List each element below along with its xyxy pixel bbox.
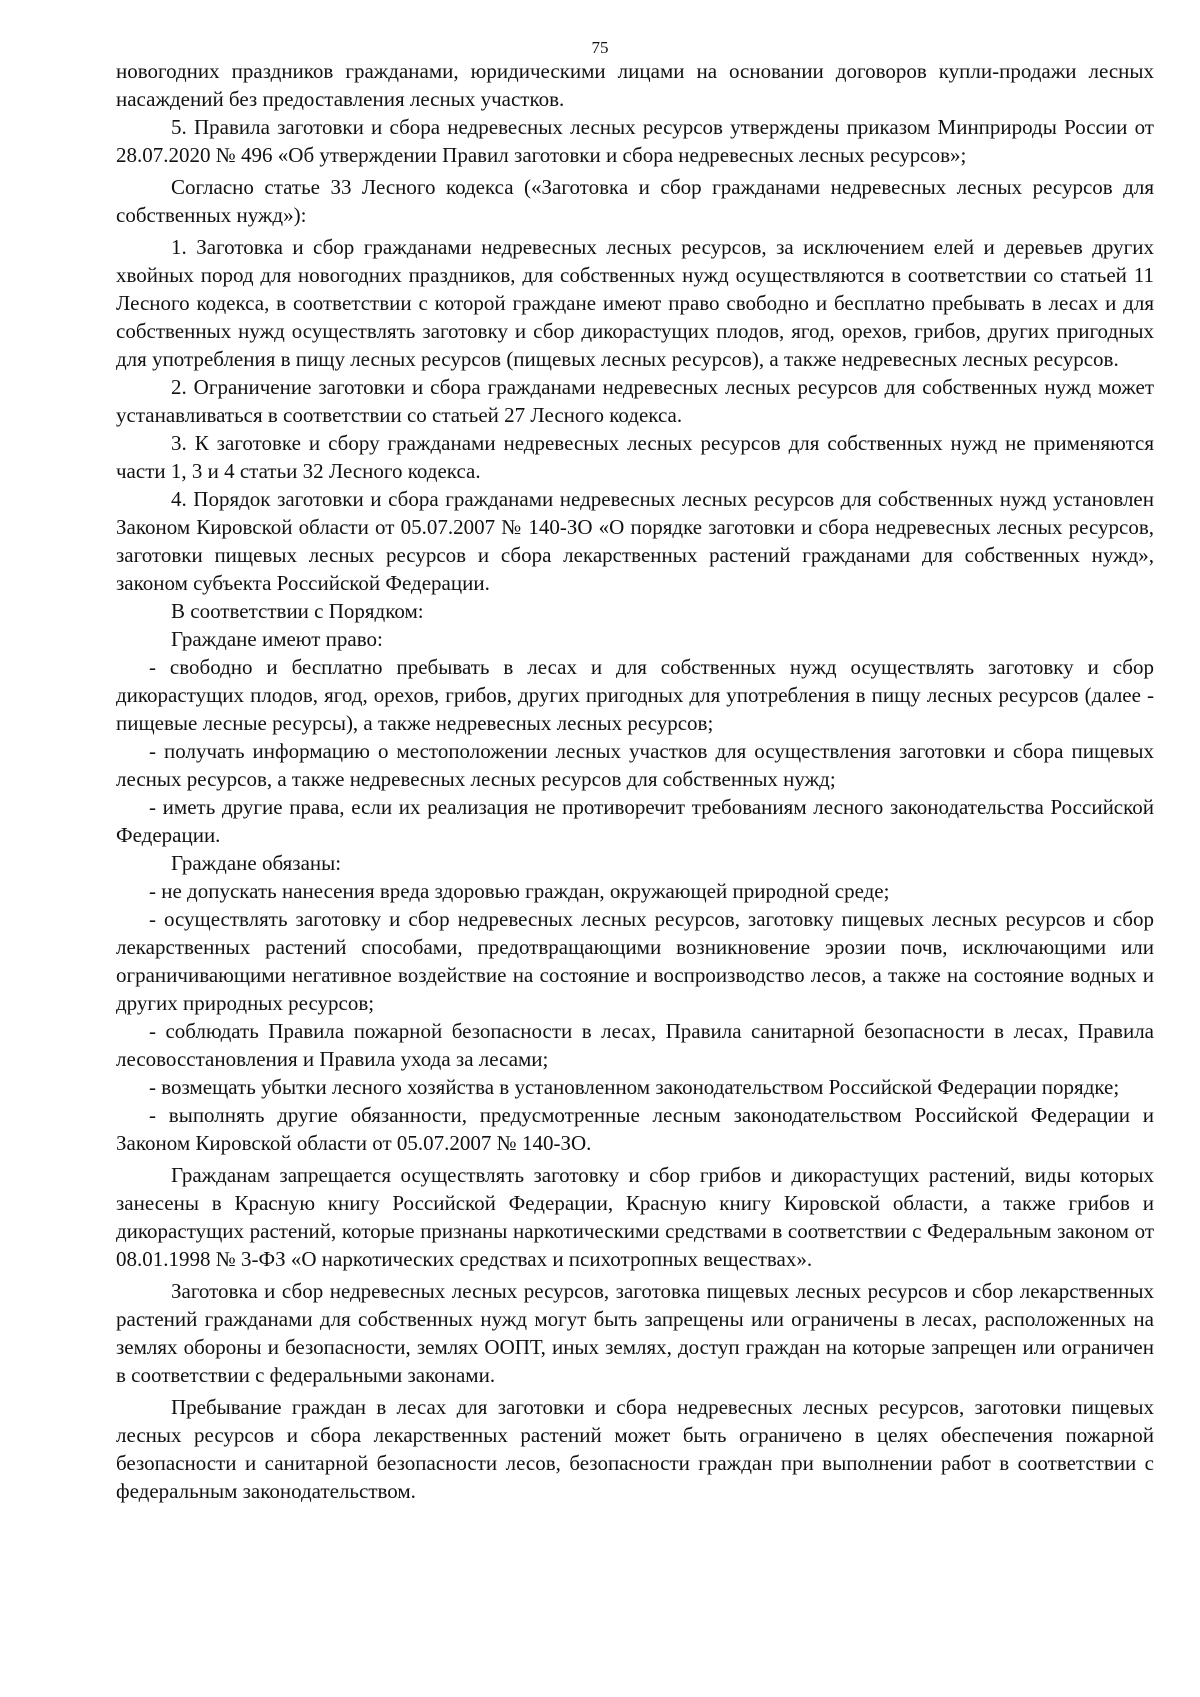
paragraph-citizens-obligations-heading: Граждане обязаны: bbox=[171, 851, 342, 875]
list-item-right-1: - свободно и бесплатно пребывать в лесах и для собственных нужд осуществлять заготовку и сбор дикорастущих плодов, ягод, орехов, грибов, других пригодных для употребления в пищу лесных ресурсов (далее - пищевые лесные ресурсы), а также недревесных лесных ресурсов; bbox=[116, 655, 1154, 735]
list-item-obligation-1: - не допускать нанесения вреда здоровью граждан, окружающей природной среде; bbox=[149, 879, 890, 903]
paragraph-article-33-intro: Согласно статье 33 Лесного кодекса («Заготовка и сбор гражданами недревесных лесных ресурсов для собственных нужд»): bbox=[116, 175, 1154, 227]
document-body bbox=[116, 57, 1154, 1505]
paragraph-article-33-part-2: 2. Ограничение заготовки и сбора гражданами недревесных лесных ресурсов для собственных нужд может устанавливаться в соответствии со статьей 27 Лесного кодекса. bbox=[116, 375, 1154, 427]
paragraph-stay-restriction: Пребывание граждан в лесах для заготовки и сбора недревесных лесных ресурсов, заготовки пищевых лесных ресурсов и сбора лекарственных растений может быть ограничено в целях обеспечения пожарной безопасности и санитарной безопасности лесов, безопасности граждан при выполнении работ в соответствии с федеральным законодательством. bbox=[116, 1395, 1154, 1503]
paragraph-item-5-rules: 5. Правила заготовки и сбора недревесных лесных ресурсов утверждены приказом Минприроды России от 28.07.2020 № 496 «Об утверждении Правил заготовки и сбора недревесных лесных ресурсов»; bbox=[116, 115, 1154, 167]
list-item-obligation-5: - выполнять другие обязанности, предусмотренные лесным законодательством Российской Федерации и Законом Кировской области от 05.07.2007 № 140-ЗО. bbox=[116, 1103, 1154, 1155]
list-item-right-3: - иметь другие права, если их реализация не противоречит требованиям лесного законодательства Российской Федерации. bbox=[116, 795, 1154, 847]
list-item-right-2: - получать информацию о местоположении лесных участков для осуществления заготовки и сбора пищевых лесных ресурсов, а также недревесных лесных ресурсов для собственных нужд; bbox=[116, 739, 1154, 791]
paragraph-article-33-part-4: 4. Порядок заготовки и сбора гражданами недревесных лесных ресурсов для собственных нужд установлен Законом Кировской области от 05.07.2007 № 140-ЗО «О порядке заготовки и сбора недревесных лесных ресурсов, заготовки пищевых лесных ресурсов и сбора лекарственных растений гражданами для собственных нужд», законом субъекта Российской Федерации. bbox=[116, 487, 1154, 595]
paragraph-continuation: новогодних праздников гражданами, юридическими лицами на основании договоров купли-продажи лесных насаждений без предоставления лесных участков. bbox=[116, 59, 1154, 111]
page-number: 75 bbox=[591, 38, 609, 57]
paragraph-article-33-part-3: 3. К заготовке и сбору гражданами недревесных лесных ресурсов для собственных нужд не применяются части 1, 3 и 4 статьи 32 Лесного кодекса. bbox=[116, 431, 1154, 483]
list-item-obligation-2: - осуществлять заготовку и сбор недревесных лесных ресурсов, заготовку пищевых лесных ресурсов и сбор лекарственных растений способами, предотвращающими возникновение эрозии почв, исключающими или ограничивающими негативное воздействие на состояние и воспроизводство лесов, а также на состояние водных и других природных ресурсов; bbox=[116, 907, 1154, 1015]
paragraph-restriction-lands: Заготовка и сбор недревесных лесных ресурсов, заготовка пищевых лесных ресурсов и сбор лекарственных растений гражданами для собственных нужд могут быть запрещены или ограничены в лесах, расположенных на землях обороны и безопасности, землях ООПТ, иных землях, доступ граждан на которые запрещен или ограничен в соответствии с федеральными законами. bbox=[116, 1279, 1154, 1387]
list-item-obligation-4: - возмещать убытки лесного хозяйства в установленном законодательством Российской Федерации порядке; bbox=[149, 1075, 1120, 1099]
list-item-obligation-3: - соблюдать Правила пожарной безопасности в лесах, Правила санитарной безопасности в лесах, Правила лесовосстановления и Правила ухода за лесами; bbox=[116, 1019, 1154, 1071]
paragraph-prohibition: Гражданам запрещается осуществлять заготовку и сбор грибов и дикорастущих растений, виды которых занесены в Красную книгу Российской Федерации, Красную книгу Кировской области, а также грибов и дикорастущих растений, которые признаны наркотическими средствами в соответствии с Федеральным законом от 08.01.1998 № 3-ФЗ «О наркотических средствах и психотропных веществах». bbox=[116, 1163, 1154, 1271]
paragraph-article-33-part-1: 1. Заготовка и сбор гражданами недревесных лесных ресурсов, за исключением елей и деревьев других хвойных пород для новогодних праздников, для собственных нужд осуществляются в соответствии со статьей 11 Лесного кодекса, в соответствии с которой граждане имеют право свободно и бесплатно пребывать в лесах и для собственных нужд осуществлять заготовку и сбор дикорастущих плодов, ягод, орехов, грибов, других пригодных для употребления в пищу лесных ресурсов (пищевых лесных ресурсов), а также недревесных лесных ресурсов. bbox=[116, 235, 1154, 371]
paragraph-citizens-rights-heading: Граждане имеют право: bbox=[171, 627, 383, 651]
paragraph-according-to-procedure: В соответствии с Порядком: bbox=[171, 599, 424, 623]
